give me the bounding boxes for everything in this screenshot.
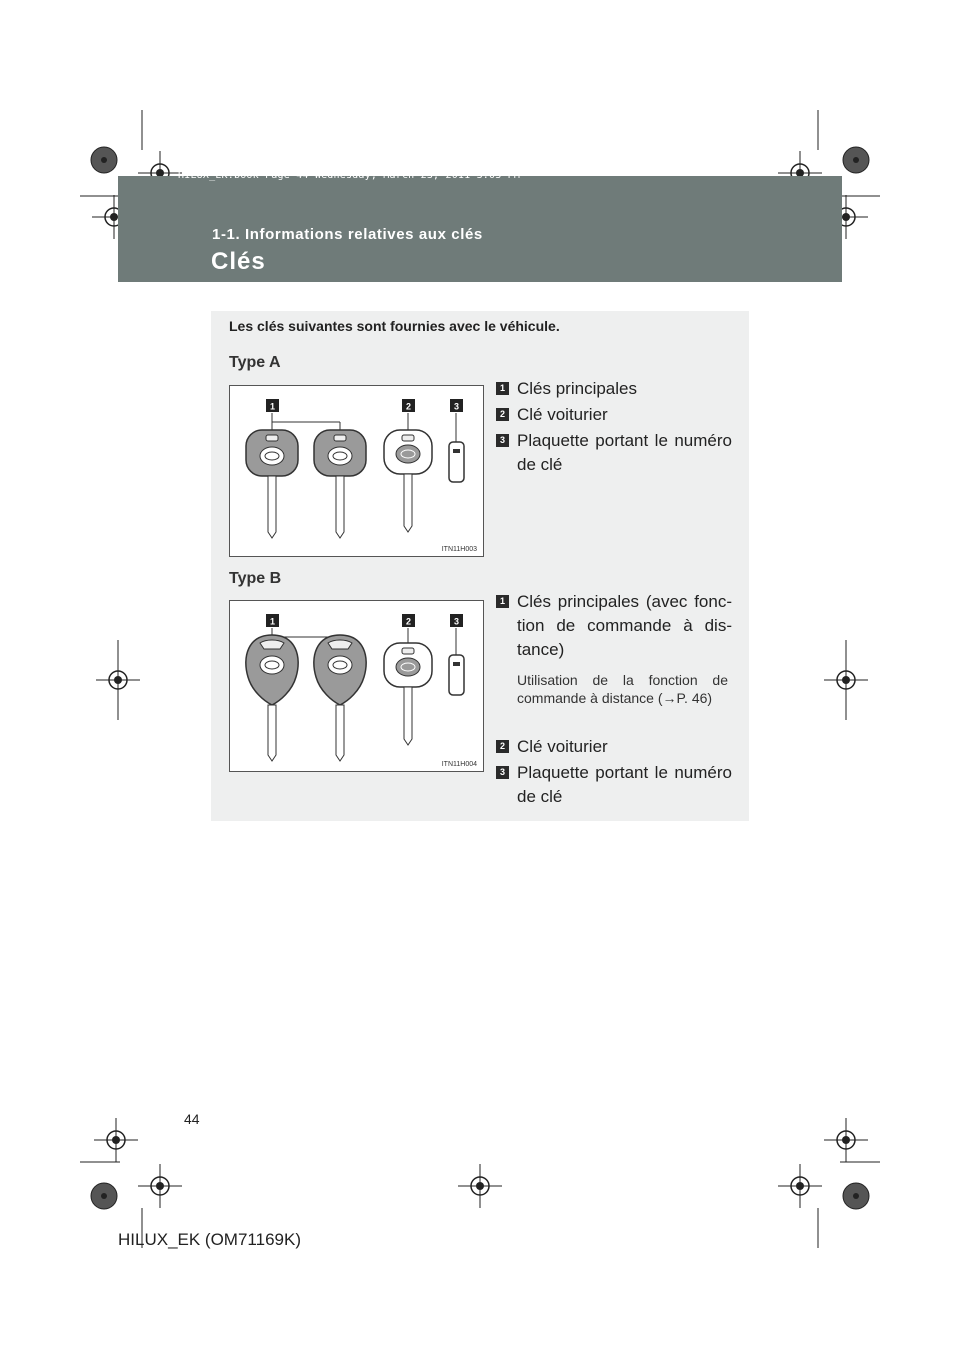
type-b-item-2: 2 Clé voiturier: [496, 735, 732, 759]
remote-master-key-2-icon: [314, 635, 366, 761]
type-a-figure: [229, 385, 484, 557]
key-number-plate-icon: [449, 655, 464, 695]
type-b-figure: [229, 600, 484, 772]
master-key-1-icon: [246, 430, 298, 538]
svg-text:2: 2: [405, 401, 412, 412]
type-b-item-3: 3 Plaquette portant le numéro de clé: [496, 761, 732, 809]
type-a-label: Type A: [229, 354, 281, 371]
key-number-plate-icon: [449, 442, 464, 482]
type-b-label: Type B: [229, 570, 282, 587]
type-a-item-2: 2 Clé voiturier: [496, 403, 732, 427]
print-file-label: HILUX_EK.book Page 44 Wednesday, March 23, 2011 3:03 PM: [178, 170, 521, 181]
svg-text:1: 1: [269, 616, 276, 627]
valet-key-icon: [384, 643, 432, 745]
valet-key-icon: [384, 430, 432, 532]
svg-text:2: 2: [405, 616, 412, 627]
footer-model-code: HILUX_EK (OM71169K): [118, 1230, 301, 1249]
type-b-item-1: 1 Clés principales (avec fonc-tion de commande à dis-tance): [496, 590, 732, 662]
type-a-keys-illustration: [230, 386, 485, 558]
type-b-note: Utilisation de la fonction de commande à distance (→P. 46): [517, 672, 728, 706]
type-a-item-1: 1 Clés principales: [496, 377, 732, 401]
type-b-keys-illustration: [230, 601, 485, 773]
page-title: Clés: [211, 248, 266, 275]
type-b-figure-code: ITN11H004: [441, 761, 477, 768]
svg-text:1: 1: [269, 401, 276, 412]
svg-text:3: 3: [453, 616, 460, 627]
remote-master-key-1-icon: [246, 635, 298, 761]
type-a-figure-code: ITN11H003: [441, 546, 477, 553]
intro-text: Les clés suivantes sont fournies avec le véhicule.: [229, 318, 560, 334]
section-title: 1-1. Informations relatives aux clés: [212, 226, 483, 243]
type-a-item-3: 3 Plaquette portant le numéro de clé: [496, 429, 732, 477]
svg-text:3: 3: [453, 401, 460, 412]
master-key-2-icon: [314, 430, 366, 538]
page-number: 44: [184, 1111, 200, 1127]
